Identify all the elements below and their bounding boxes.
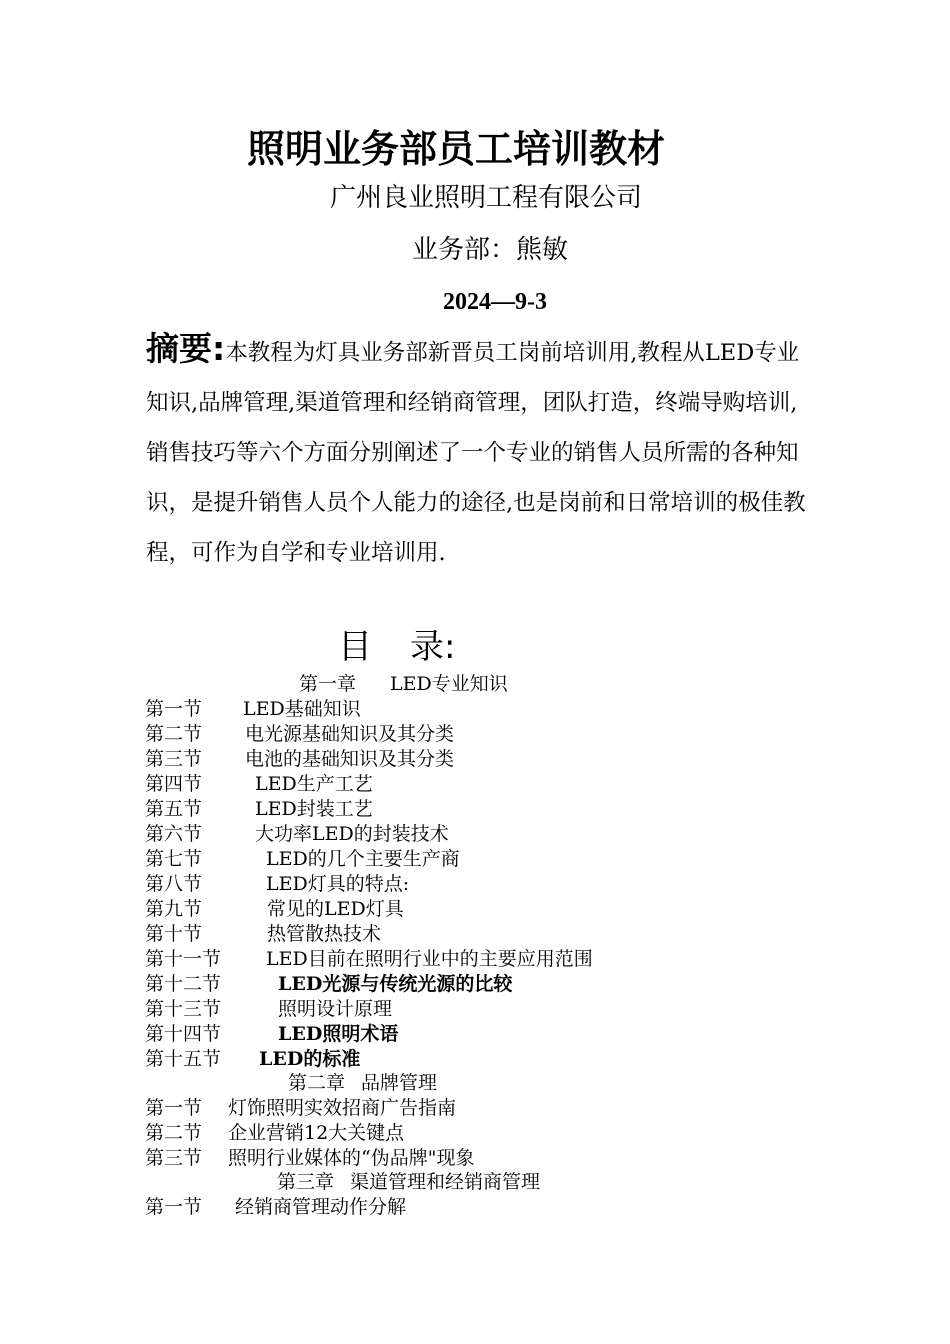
company-name: 广州良业照明工程有限公司 (329, 183, 642, 213)
section-title: LED目前在照明行业中的主要应用范围 (266, 948, 593, 970)
section-title: LED封装工艺 (255, 798, 373, 820)
section-number: 第三节 (145, 748, 203, 770)
chapter-number: 第一章 (299, 673, 357, 695)
section-number: 第二节 (145, 723, 203, 745)
chapter-title: 品牌管理 (361, 1072, 438, 1094)
section-title: 电光源基础知识及其分类 (245, 723, 455, 745)
section-title: LED光源与传统光源的比较 (278, 973, 513, 995)
section-title: LED基础知识 (243, 698, 361, 720)
section-number: 第三节 (145, 1147, 203, 1169)
toc-title-right: 录: (410, 627, 456, 667)
department-author: 业务部：熊敏 (411, 235, 568, 265)
section-number: 第一节 (145, 698, 203, 720)
section-title: LED照明术语 (278, 1023, 399, 1045)
section-number: 第一节 (145, 1097, 203, 1119)
section-number: 第十二节 (145, 973, 222, 995)
section-number: 第十五节 (145, 1048, 222, 1070)
section-number: 第五节 (145, 798, 203, 820)
toc-title-left: 目 (338, 627, 372, 667)
section-number: 第九节 (145, 898, 203, 920)
abstract-label: 摘要: (146, 329, 226, 368)
section-title: 大功率LED的封装技术 (255, 823, 449, 845)
section-title: LED灯具的特点: (266, 873, 410, 895)
chapter-title: LED专业知识 (390, 673, 508, 695)
section-number: 第二节 (145, 1122, 203, 1144)
section-title: 企业营销12大关键点 (228, 1122, 405, 1144)
chapter-heading (277, 1170, 540, 1195)
chapter-heading (288, 1071, 437, 1096)
section-title: LED的几个主要生产商 (266, 848, 460, 870)
section-title: LED的标准 (259, 1048, 361, 1070)
section-title: 照明设计原理 (278, 998, 393, 1020)
chapter-title: 渠道管理和经销商管理 (350, 1171, 541, 1193)
section-number: 第七节 (145, 848, 203, 870)
section-title: 电池的基础知识及其分类 (245, 748, 455, 770)
section-title: 灯饰照明实效招商广告指南 (228, 1097, 457, 1119)
toc-title (338, 622, 455, 672)
chapter-number: 第二章 (288, 1072, 346, 1094)
section-number: 第十四节 (145, 1023, 222, 1045)
section-number: 第十节 (145, 923, 203, 945)
chapter-heading (299, 672, 508, 697)
section-title: 热管散热技术 (267, 923, 382, 945)
section-number: 第八节 (145, 873, 203, 895)
section-title: LED生产工艺 (255, 773, 373, 795)
section-title: 常见的LED灯具 (267, 898, 404, 920)
section-number: 第十三节 (145, 998, 222, 1020)
document-title: 照明业务部员工培训教材 (246, 127, 665, 171)
document-date: 2024—9-3 (443, 289, 547, 315)
section-title: 经销商管理动作分解 (235, 1196, 407, 1218)
chapter-number: 第三章 (277, 1171, 335, 1193)
section-number: 第六节 (145, 823, 203, 845)
section-number: 第一节 (145, 1196, 203, 1218)
abstract (146, 324, 814, 578)
section-number: 第十一节 (145, 948, 222, 970)
section-number: 第四节 (145, 773, 203, 795)
abstract-text: 本教程为灯具业务部新晋员工岗前培训用,教程从LED专业知识,品牌管理,渠道管理和经销商管理，团队打造，终端导购培训,销售技巧等六个方面分别阐述了一个专业的销售人员所需的各种知识，是提升销售人员个人能力的途径,也是岗前和日常培训的极佳教程，可作为自学和专业培训用. (146, 340, 806, 566)
section-title: 照明行业媒体的“伪品牌"现象 (228, 1147, 475, 1169)
